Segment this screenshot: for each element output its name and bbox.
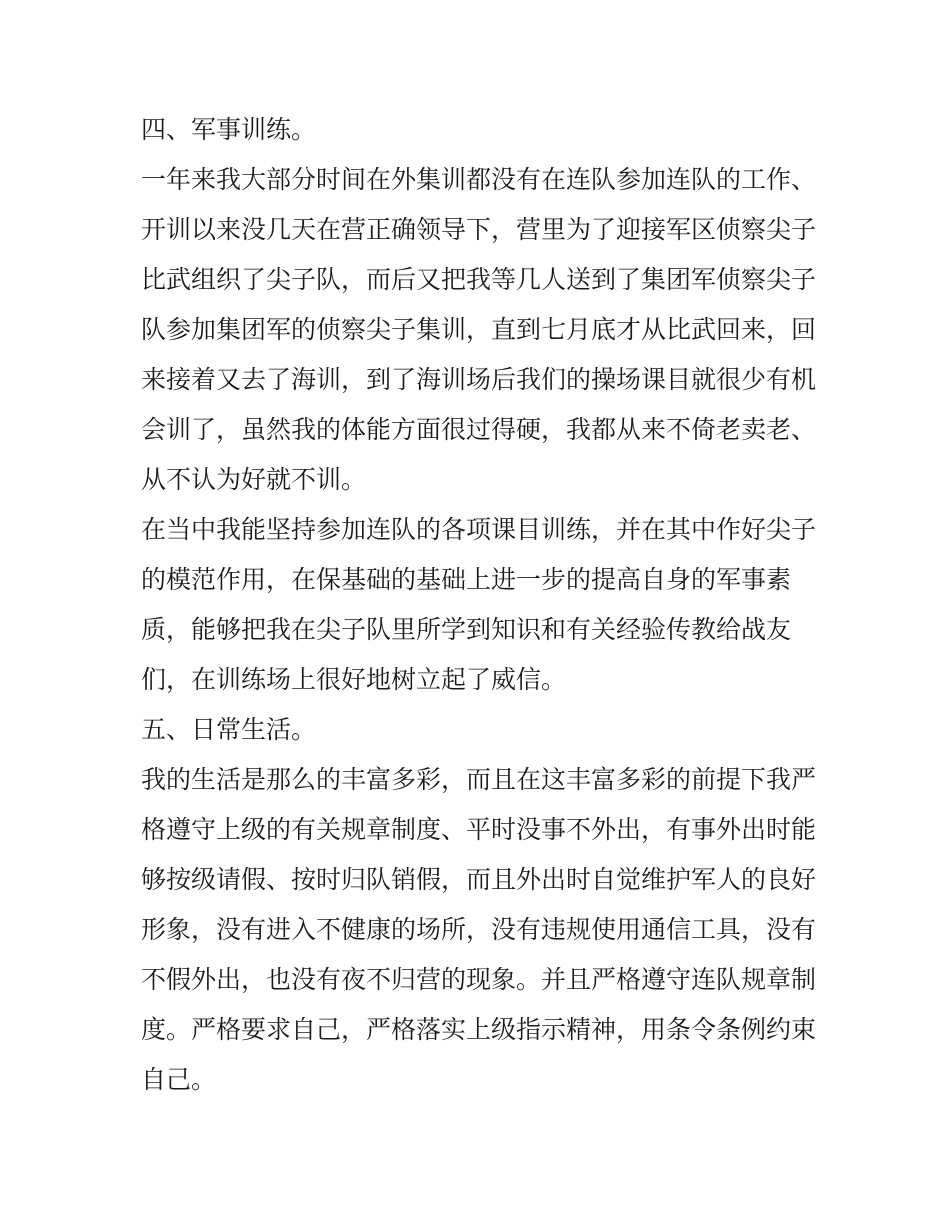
paragraph-line: 形象，没有进入不健康的场所，没有违规使用通信工具，没有 — [141, 915, 817, 944]
paragraph-line: 开训以来没几天在营正确领导下，营里为了迎接军区侦察尖子 — [141, 215, 817, 244]
paragraph-line: 自己。 — [141, 1065, 217, 1094]
paragraph-line: 会训了，虽然我的体能方面很过得硬，我都从来不倚老卖老、 — [141, 415, 817, 444]
paragraph-line: 的模范作用，在保基础的基础上进一步的提高自身的军事素 — [141, 565, 792, 594]
paragraph-line: 一年来我大部分时间在外集训都没有在连队参加连队的工作、 — [141, 165, 817, 194]
section-heading-military-training: 四、军事训练。 — [141, 115, 317, 144]
paragraph-line: 格遵守上级的有关规章制度、平时没事不外出，有事外出时能 — [141, 815, 817, 844]
paragraph-line: 不假外出，也没有夜不归营的现象。并且严格遵守连队规章制 — [141, 965, 817, 994]
paragraph-line: 质，能够把我在尖子队里所学到知识和有关经验传教给战友 — [141, 615, 792, 644]
paragraph-line: 来接着又去了海训，到了海训场后我们的操场课目就很少有机 — [141, 365, 817, 394]
paragraph-line: 度。严格要求自己，严格落实上级指示精神，用条令条例约束 — [141, 1015, 817, 1044]
paragraph-line: 够按级请假、按时归队销假，而且外出时自觉维护军人的良好 — [141, 865, 817, 894]
paragraph-line: 队参加集团军的侦察尖子集训，直到七月底才从比武回来，回 — [141, 315, 817, 344]
paragraph-line: 从不认为好就不训。 — [141, 465, 367, 494]
paragraph-line: 比武组织了尖子队，而后又把我等几人送到了集团军侦察尖子 — [141, 265, 817, 294]
paragraph-line: 在当中我能坚持参加连队的各项课目训练，并在其中作好尖子 — [141, 515, 817, 544]
section-heading-daily-life: 五、日常生活。 — [141, 715, 317, 744]
paragraph-line: 们，在训练场上很好地树立起了威信。 — [141, 665, 567, 694]
paragraph-line: 我的生活是那么的丰富多彩，而且在这丰富多彩的前提下我严 — [141, 765, 817, 794]
